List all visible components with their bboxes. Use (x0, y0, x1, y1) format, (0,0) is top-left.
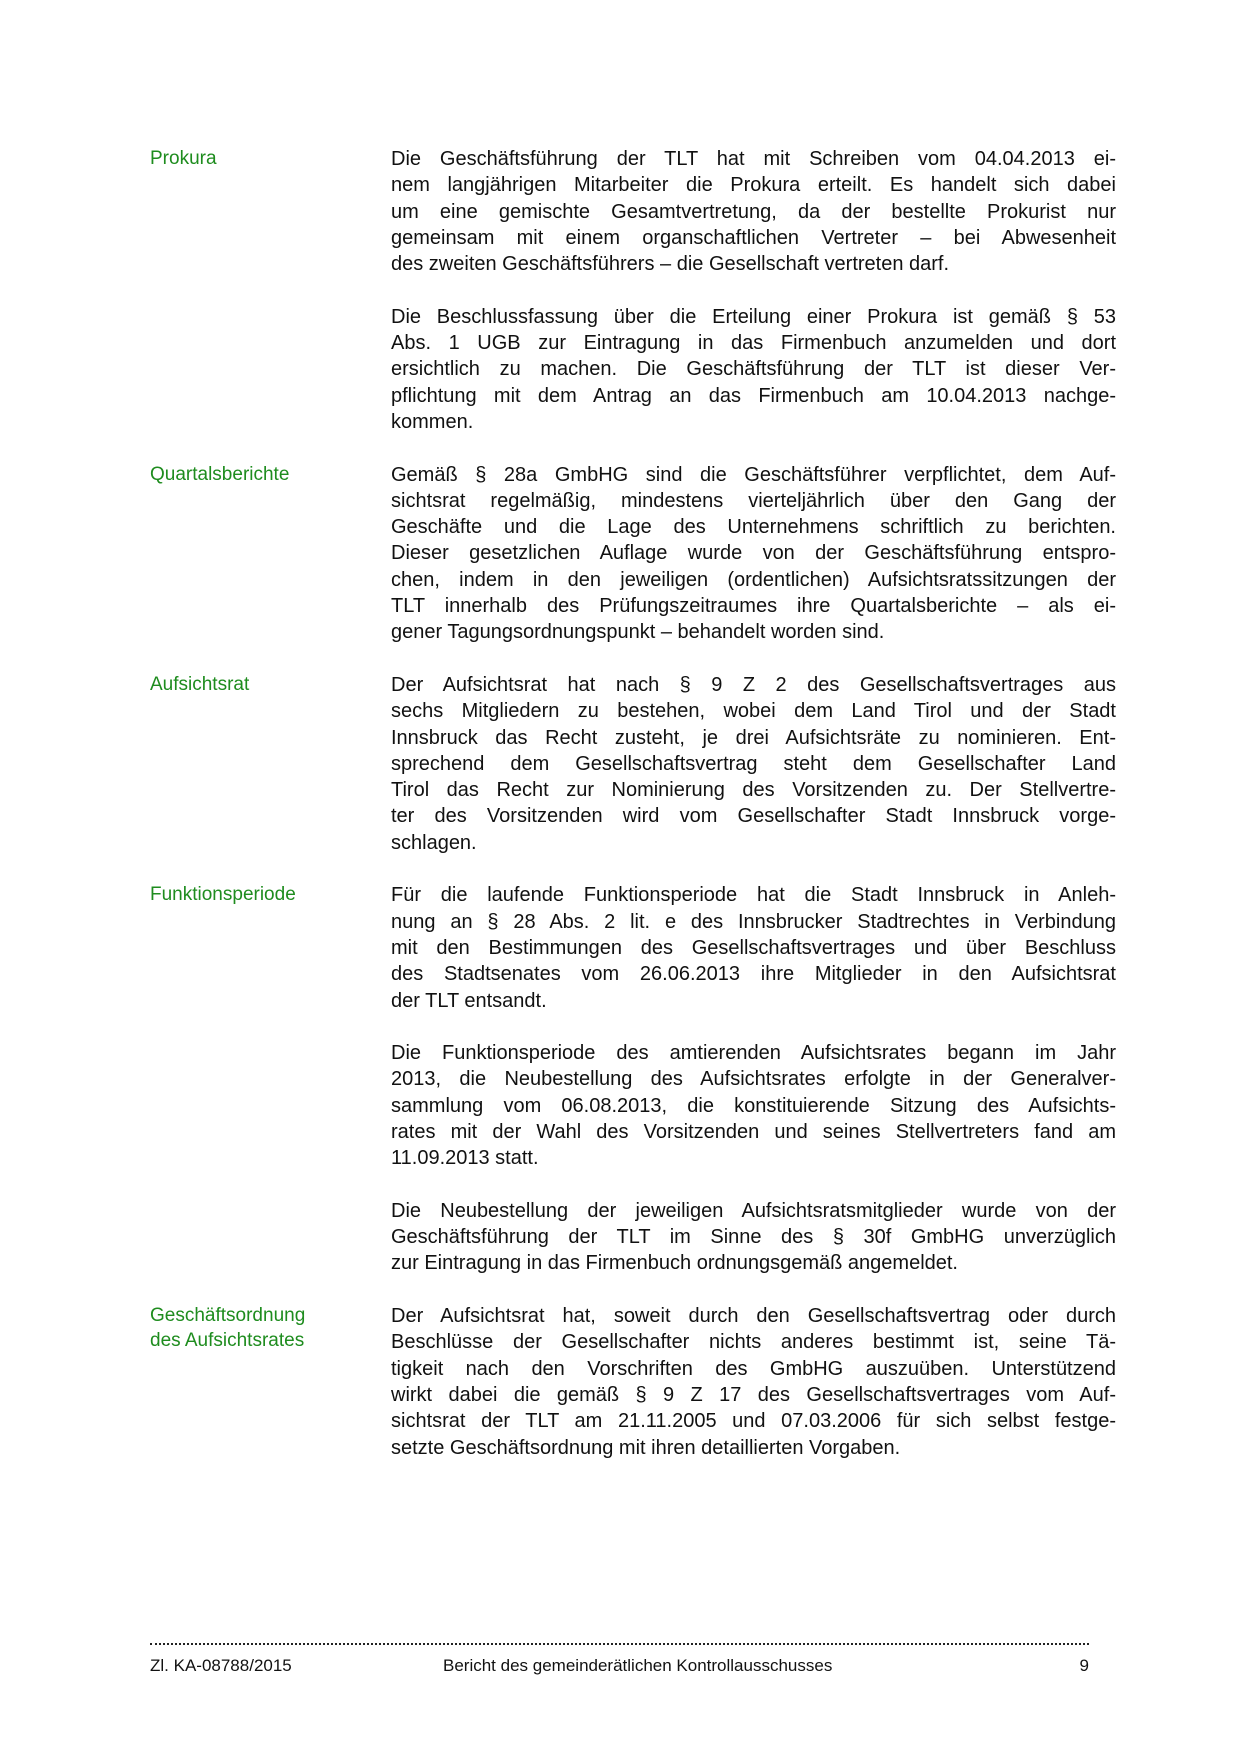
text-line: Die Geschäftsführung der TLT hat mit Schreiben vom 04.04.2013 ei- (391, 148, 1116, 170)
text-line: rates mit der Wahl des Vorsitzenden und seines Stellvertreters fand am (391, 1120, 1116, 1143)
text-line: gener Tagungsordnungspunkt – behandelt worden sind. (391, 621, 885, 644)
paragraph (391, 1198, 1116, 1277)
text-line: pflichtung mit dem Antrag an das Firmenbuch am 10.04.2013 nachge- (391, 384, 1116, 407)
section-text (391, 882, 1116, 1276)
section-label-line: Prokura (150, 148, 217, 169)
paragraph (391, 1040, 1116, 1171)
section-text (391, 1303, 1116, 1461)
text-line: sichtsrat regelmäßig, mindestens vierteljährlich über den Gang der (391, 489, 1116, 512)
text-line: Abs. 1 UGB zur Eintragung in das Firmenbuch anzumelden und dort (391, 332, 1116, 355)
section-label (150, 1303, 391, 1461)
text-line: Innsbruck das Recht zusteht, je drei Aufsichtsräte zu nominieren. Ent- (391, 726, 1116, 749)
section (150, 882, 1116, 1276)
section-label-line: Quartalsberichte (150, 463, 290, 485)
text-line: gemeinsam mit einem organschaftlichen Vertreter – bei Abwesenheit (391, 226, 1116, 249)
section-label (150, 882, 391, 1276)
paragraph (391, 304, 1116, 435)
text-line: Für die laufende Funktionsperiode hat die Stadt Innsbruck in Anleh- (391, 884, 1116, 907)
text-line: um eine gemischte Gesamtvertretung, da der bestellte Prokurist nur (391, 200, 1116, 223)
section-text (391, 672, 1116, 856)
text-line: ersichtlich zu machen. Die Geschäftsführung der TLT ist dieser Ver- (391, 358, 1116, 381)
text-line: sichtsrat der TLT am 21.11.2005 und 07.03.2006 für sich selbst festge- (391, 1410, 1116, 1433)
paragraph (391, 1303, 1116, 1461)
text-line: Beschlüsse der Gesellschafter nichts anderes bestimmt ist, seine Tä- (391, 1331, 1116, 1354)
text-line: TLT innerhalb des Prüfungszeitraumes ihre Quartalsberichte – als ei- (391, 595, 1116, 618)
text-line: wirkt dabei die gemäß § 9 Z 17 des Gesellschaftsvertrages vom Auf- (391, 1383, 1116, 1406)
text-line: Die Funktionsperiode des amtierenden Aufsichtsrates begann im Jahr (391, 1042, 1116, 1065)
section (150, 146, 1116, 435)
text-line: des zweiten Geschäftsführers – die Gesellschaft vertreten darf. (391, 253, 950, 276)
section (150, 462, 1116, 646)
text-line: des Stadtsenates vom 26.06.2013 ihre Mitglieder in den Aufsichtsrat (391, 963, 1116, 986)
text-line: Gemäß § 28a GmbHG sind die Geschäftsführer verpflichtet, dem Auf- (391, 463, 1116, 486)
text-line: 2013, die Neubestellung des Aufsichtsrates erfolgte in der Generalver- (391, 1068, 1116, 1091)
section-label-line: Funktionsperiode (150, 884, 296, 906)
text-line: tigkeit nach den Vorschriften des GmbHG auszuüben. Unterstützend (391, 1357, 1116, 1380)
text-line: sprechend dem Gesellschaftsvertrag steht dem Gesellschafter Land (391, 752, 1116, 775)
section-text (391, 146, 1116, 435)
footer-title: Bericht des gemeinderätlichen Kontrollausschusses (443, 1656, 833, 1675)
text-line: 11.09.2013 statt. (391, 1147, 539, 1170)
text-line: Geschäfte und die Lage des Unternehmens schriftlich zu berichten. (391, 516, 1116, 539)
text-line: sammlung vom 06.08.2013, die konstituierende Sitzung des Aufsichts- (391, 1094, 1116, 1117)
paragraph (391, 462, 1116, 646)
footer-reference: Zl. KA-08788/2015 (150, 1656, 292, 1675)
section-label (150, 462, 391, 646)
section-label-line: Geschäftsordnung (150, 1305, 306, 1327)
text-line: Der Aufsichtsrat hat nach § 9 Z 2 des Gesellschaftsvertrages aus (391, 673, 1116, 696)
text-line: kommen. (391, 410, 474, 433)
text-line: sechs Mitgliedern zu bestehen, wobei dem Land Tirol und der Stadt (391, 700, 1116, 723)
section (150, 672, 1116, 856)
text-line: nung an § 28 Abs. 2 lit. e des Innsbrucker Stadtrechtes in Verbindung (391, 910, 1116, 933)
text-line: Tirol das Recht zur Nominierung des Vorsitzenden zu. Der Stellvertre- (391, 779, 1116, 802)
text-line: chen, indem in den jeweiligen (ordentlichen) Aufsichtsratssitzungen der (391, 568, 1116, 591)
text-line: Geschäftsführung der TLT im Sinne des § 30f GmbHG unverzüglich (391, 1226, 1116, 1249)
text-line: Dieser gesetzlichen Auflage wurde von der Geschäftsführung entspro- (391, 542, 1116, 565)
paragraph (391, 672, 1116, 856)
section-label-line: des Aufsichtsrates (150, 1330, 305, 1352)
footer-divider (150, 1643, 1089, 1645)
text-line: zur Eintragung in das Firmenbuch ordnungsgemäß angemeldet. (391, 1252, 958, 1275)
text-line: der TLT entsandt. (391, 989, 547, 1012)
text-line: ter des Vorsitzenden wird vom Gesellschafter Stadt Innsbruck vorge- (391, 805, 1116, 828)
text-line: nem langjährigen Mitarbeiter die Prokura erteilt. Es handelt sich dabei (391, 174, 1116, 197)
section (150, 1303, 1116, 1461)
section-label (150, 672, 391, 856)
section-label-line: Aufsichtsrat (150, 673, 250, 695)
text-line: mit den Bestimmungen des Gesellschaftsvertrages und über Beschluss (391, 936, 1116, 959)
text-line: schlagen. (391, 831, 477, 854)
text-line: Die Beschlussfassung über die Erteilung einer Prokura ist gemäß § 53 (391, 305, 1116, 328)
document-body (150, 146, 1116, 1487)
section-text (391, 462, 1116, 646)
paragraph (391, 882, 1116, 1013)
text-line: Der Aufsichtsrat hat, soweit durch den Gesellschaftsvertrag oder durch (391, 1305, 1116, 1328)
text-line: Die Neubestellung der jeweiligen Aufsichtsratsmitglieder wurde von der (391, 1199, 1116, 1222)
page-number: 9 (1079, 1656, 1089, 1675)
text-line: setzte Geschäftsordnung mit ihren detaillierten Vorgaben. (391, 1436, 901, 1459)
section-label (150, 146, 391, 435)
paragraph (391, 146, 1116, 277)
